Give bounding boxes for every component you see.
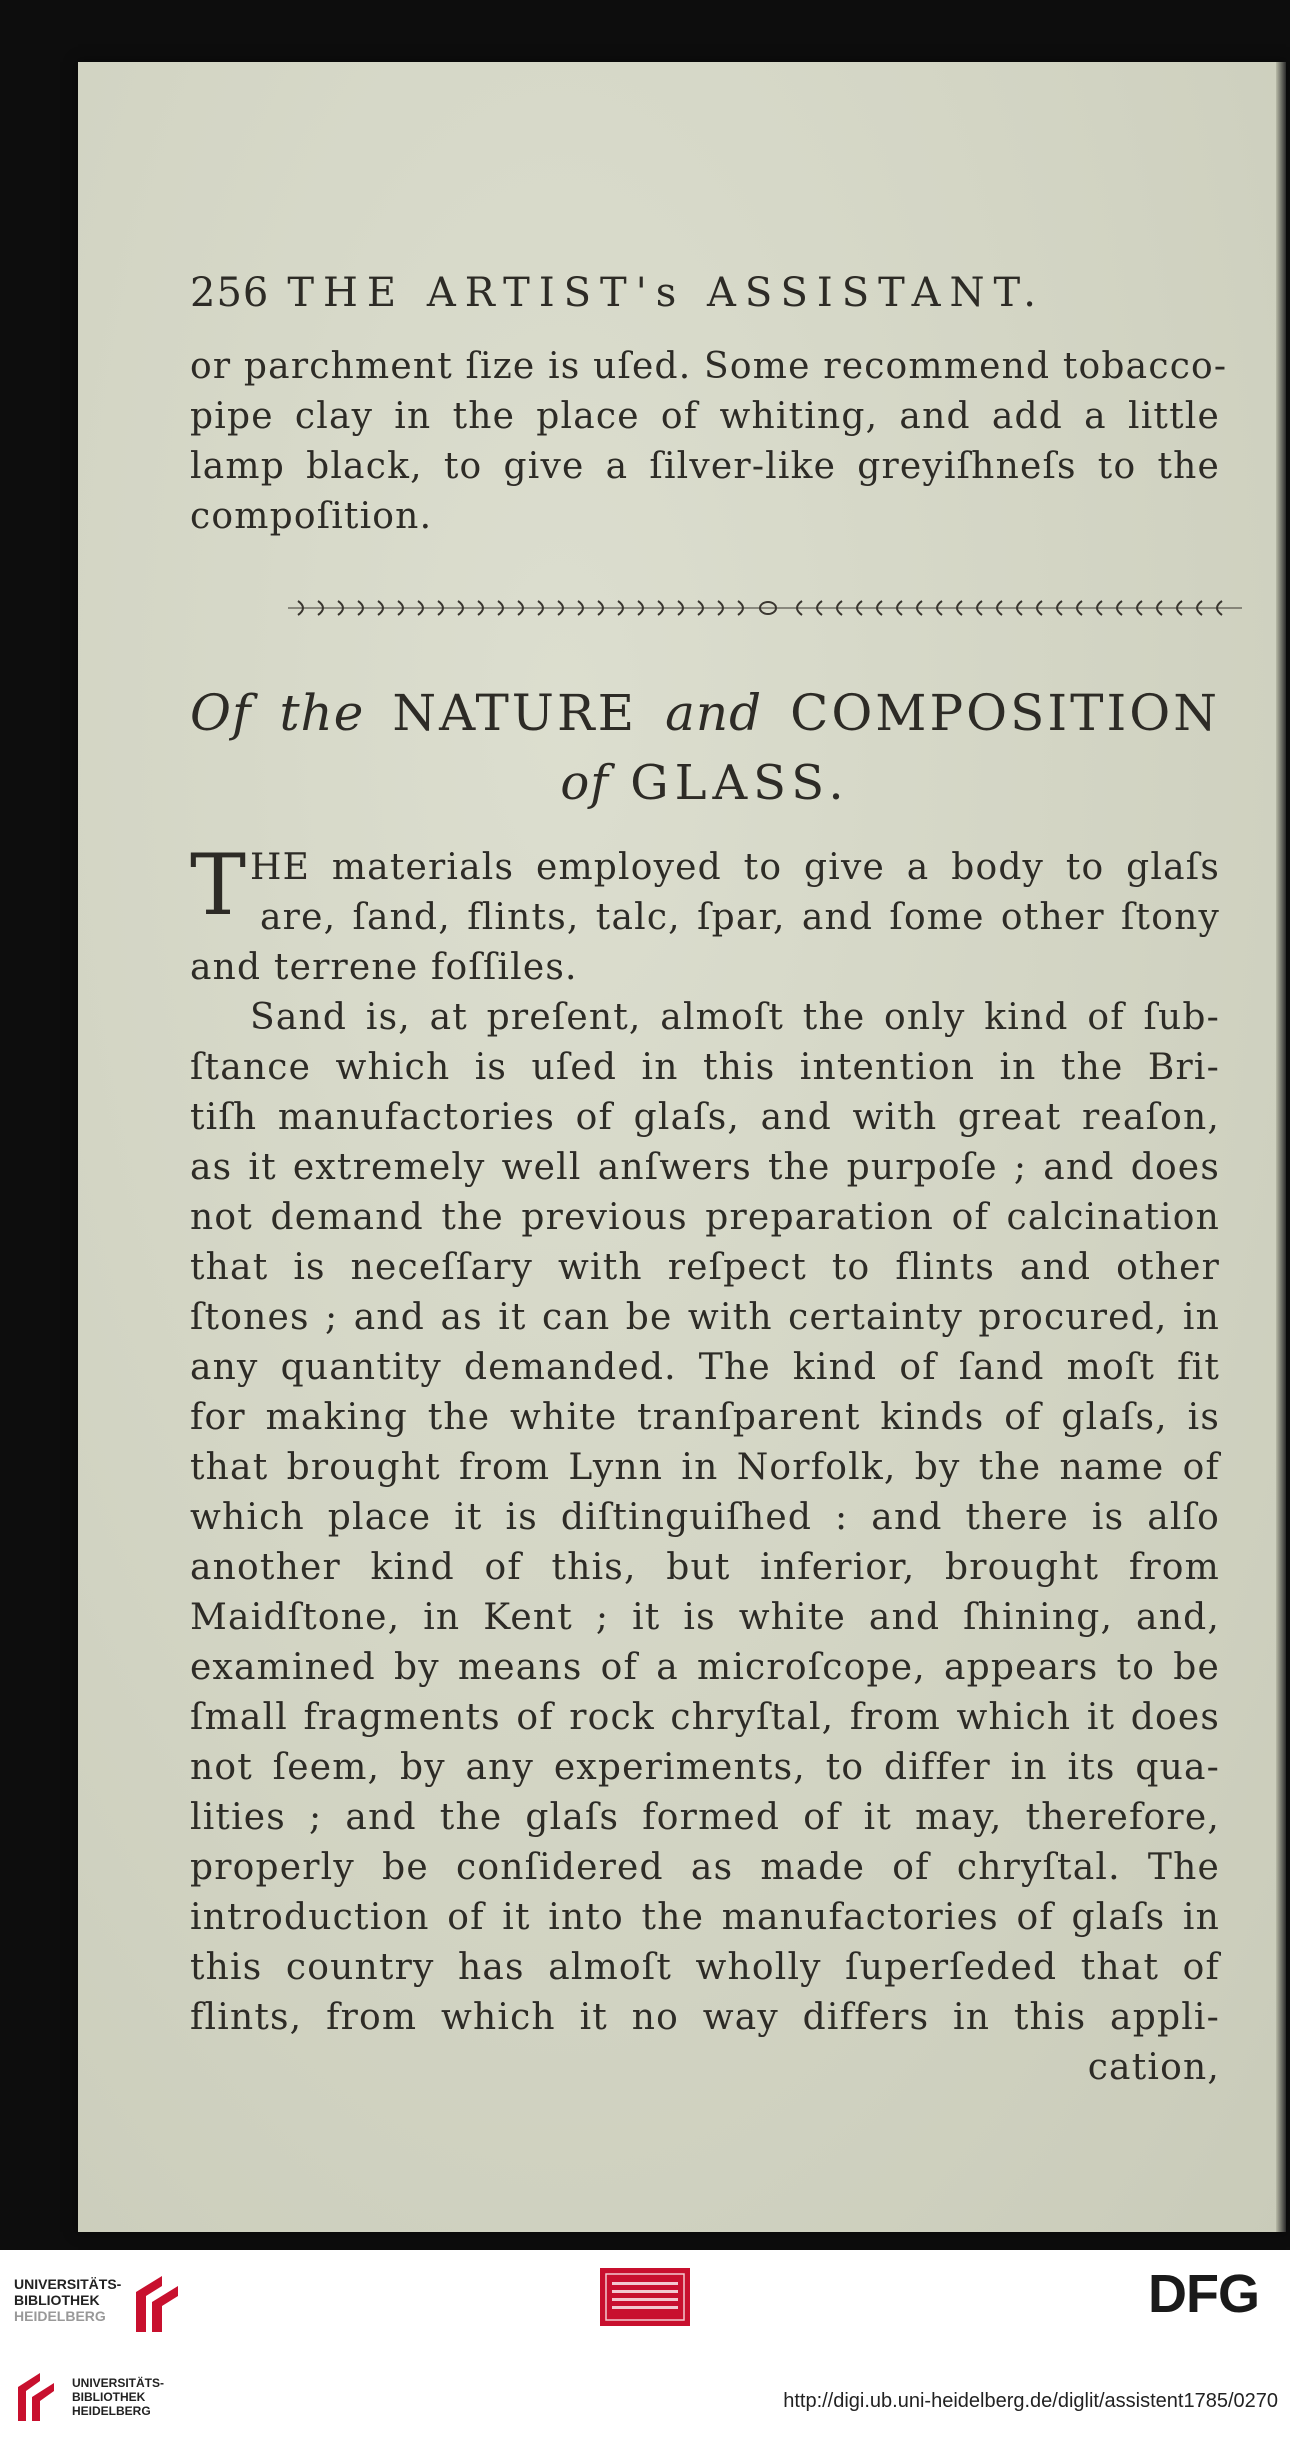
- text-line: examined by means of a microſcope, appears to be: [190, 1647, 1220, 1688]
- heading-and: and: [665, 684, 763, 742]
- text-line: HE materials employed to give a body to glaſs: [250, 847, 1220, 888]
- text-line: pipe clay in the place of whiting, and add a little: [190, 396, 1220, 437]
- text-line: are, ſand, flints, talc, ſpar, and ſome other ſtony: [260, 897, 1220, 938]
- drop-cap: T: [190, 836, 247, 934]
- section-heading-line-2: [190, 748, 1220, 818]
- heading-nature: NATURE: [392, 684, 638, 742]
- logo-text-line: HEIDELBERG: [72, 2404, 151, 2418]
- digital-library-emblem-icon: [600, 2268, 690, 2326]
- heading-glass: GLASS.: [630, 755, 850, 811]
- heading-of: Of: [190, 684, 252, 742]
- text-line: for making the white tranſparent kinds of glaſs, is: [190, 1397, 1220, 1438]
- text-line: lities ; and the glaſs formed of it may, therefore,: [190, 1797, 1220, 1838]
- library-emblem-icon: [14, 2369, 58, 2425]
- library-emblem-icon: [132, 2272, 184, 2336]
- text-line: another kind of this, but inferior, brought from: [190, 1547, 1220, 1588]
- text-line: introduction of it into the manufactories of glaſs in: [190, 1897, 1220, 1938]
- text-line: or parchment ſize is uſed. Some recommend tobacco-: [190, 346, 1228, 387]
- ornamental-rule: [288, 593, 1242, 623]
- text-line: ſmall fragments of rock chryſtal, from which it does: [190, 1697, 1220, 1738]
- text-line: flints, from which it no way differs in this appli-: [190, 1997, 1220, 2038]
- digital-library-logo[interactable]: [600, 2268, 690, 2326]
- footer-bar: [0, 2250, 1290, 2458]
- text-line: this country has almoſt wholly ſuperſeded that of: [190, 1947, 1220, 1988]
- text-line: not ſeem, by any experiments, to differ in its qua-: [190, 1747, 1220, 1788]
- page-edge: [1276, 62, 1286, 2232]
- text-line: that brought from Lynn in Norfolk, by the name of: [190, 1447, 1220, 1488]
- heading-of-2: of: [560, 755, 610, 811]
- text-line: properly be conſidered as made of chryſtal. The: [190, 1847, 1220, 1888]
- university-library-logo[interactable]: [14, 2270, 184, 2340]
- logo-text-line: BIBLIOTHEK: [72, 2390, 146, 2404]
- text-line: and terrene foſſiles.: [190, 947, 578, 988]
- dfg-logo[interactable]: DFG: [1148, 2264, 1259, 2324]
- logo-text-line: HEIDELBERG: [14, 2308, 106, 2324]
- logo-text-line: UNIVERSITÄTS-: [14, 2276, 122, 2292]
- catchword: cation,: [1087, 2047, 1220, 2088]
- text-line: compoſition.: [190, 496, 433, 537]
- text-line: any quantity demanded. The kind of ſand moſt fit: [190, 1347, 1220, 1388]
- text-line: lamp black, to give a ſilver-like greyiſhneſs to the: [190, 446, 1220, 487]
- text-line: that is neceſſary with reſpect to flints and other: [190, 1247, 1220, 1288]
- text-line: Sand is, at preſent, almoſt the only kind of ſub-: [250, 997, 1220, 1038]
- text-line: ſtones ; and as it can be with certainty procured, in: [190, 1297, 1220, 1338]
- section-heading-line-1: [190, 678, 1220, 748]
- text-line: Maidſtone, in Kent ; it is white and ſhining, and,: [190, 1597, 1220, 1638]
- running-head: [190, 270, 1160, 316]
- text-line: as it extremely well anſwers the purpoſe ; and does: [190, 1147, 1220, 1188]
- permalink-url[interactable]: http://digi.ub.uni-heidelberg.de/diglit/assistent1785/0270: [783, 2390, 1278, 2412]
- running-head-title: THE ARTIST's ASSISTANT.: [287, 270, 1046, 316]
- text-line: which place it is diſtinguiſhed : and there is alſo: [190, 1497, 1220, 1538]
- logo-text-line: UNIVERSITÄTS-: [72, 2376, 165, 2390]
- page-number: 256: [190, 270, 270, 316]
- text-line: ſtance which is uſed in this intention in the Bri-: [190, 1047, 1220, 1088]
- logo-text-line: BIBLIOTHEK: [14, 2292, 100, 2308]
- heading-the: the: [279, 684, 365, 742]
- text-line: not demand the previous preparation of calcination: [190, 1197, 1220, 1238]
- text-line: tiſh manufactories of glaſs, and with great reaſon,: [190, 1097, 1220, 1138]
- university-library-logo-secondary[interactable]: [14, 2365, 184, 2435]
- heading-composition: COMPOSITION: [790, 684, 1220, 742]
